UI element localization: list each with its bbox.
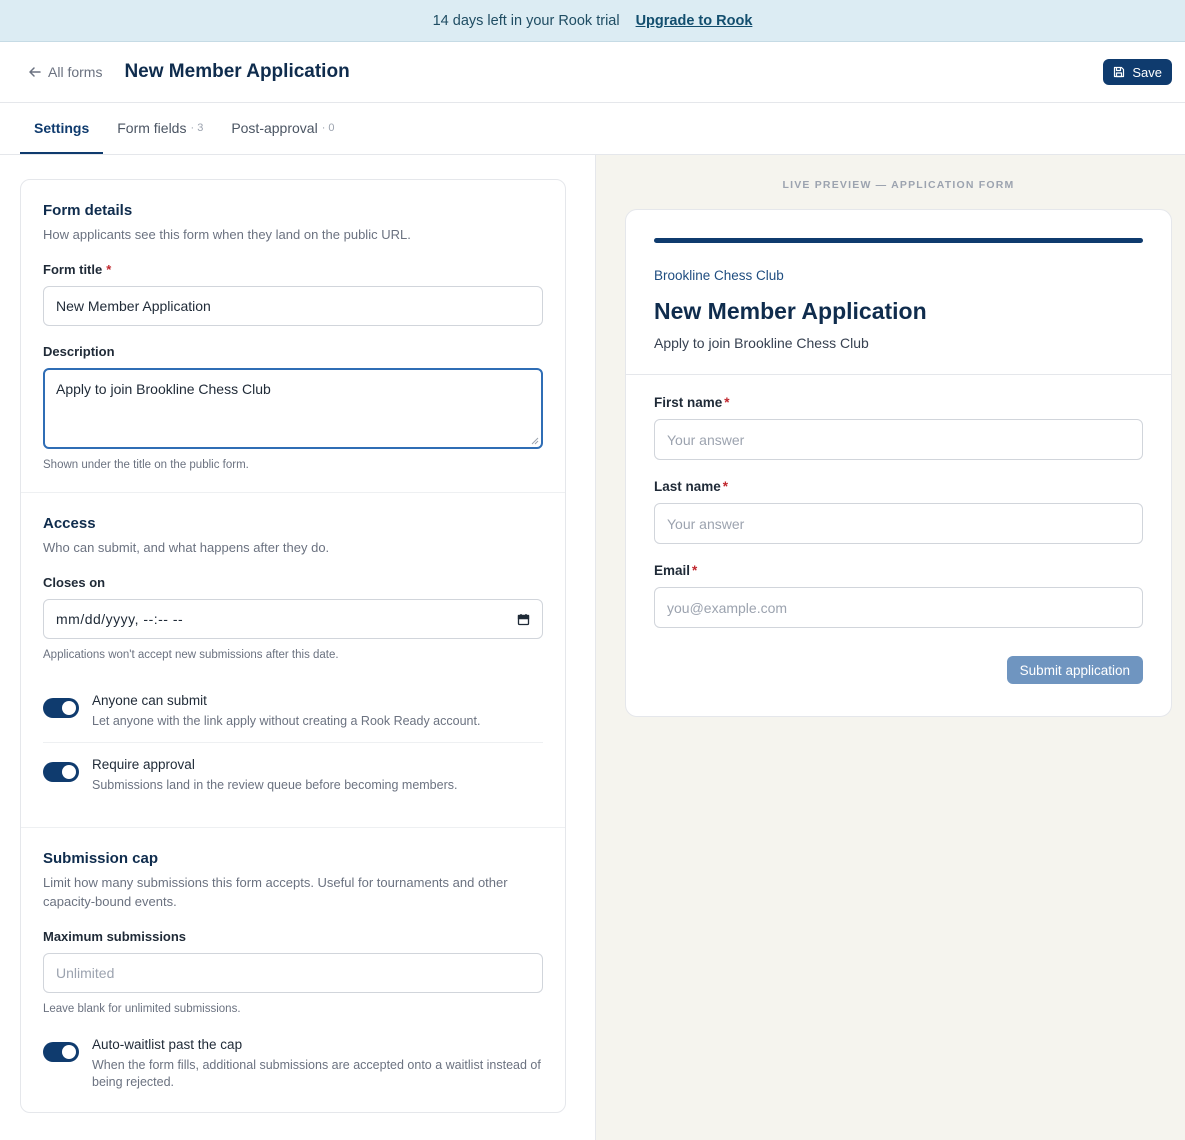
save-icon: [1113, 66, 1125, 78]
preview-body: [626, 375, 1171, 716]
description-textarea[interactable]: [43, 368, 543, 449]
form-details-title: Form details: [43, 202, 133, 219]
preview-actions: [654, 656, 1143, 684]
arrow-left-icon: [28, 65, 42, 79]
form-title-label: Form title *: [43, 262, 112, 277]
max-submissions-hint: Leave blank for unlimited submissions.: [43, 1003, 241, 1015]
calendar-icon[interactable]: [517, 613, 530, 626]
preview-field: [654, 563, 1143, 628]
submission-cap-description: Limit how many submissions this form accepts. Useful for tournaments and other capacity-bound events.: [43, 875, 508, 909]
form-title-input[interactable]: New Member Application: [43, 286, 543, 326]
preview-subtitle: Apply to join Brookline Chess Club: [654, 335, 869, 351]
closes-on-input[interactable]: [43, 599, 543, 639]
access-section: [21, 493, 565, 828]
preview-field-label: First name *: [654, 395, 730, 410]
resize-handle-icon[interactable]: [531, 437, 539, 445]
require-approval-title: Require approval: [92, 757, 195, 772]
preview-field-label: Last name *: [654, 479, 729, 494]
description-value: Apply to join Brookline Chess Club: [56, 381, 271, 397]
require-approval-row: [43, 742, 543, 806]
settings-panel: [0, 155, 596, 1140]
access-title: Access: [43, 515, 96, 532]
preview-field: [654, 479, 1143, 544]
preview-first-name-input[interactable]: Your answer: [654, 419, 1143, 460]
page-title: New Member Application: [124, 61, 350, 82]
preview-header: [626, 210, 1171, 375]
auto-waitlist-desc: When the form fills, additional submissions are accepted onto a waitlist instead of being rejected.: [92, 1058, 541, 1089]
tab-post-approval-label: Post-approval: [231, 119, 318, 136]
description-label: Description: [43, 344, 115, 359]
tab-post-approval-count: · 0: [321, 121, 335, 134]
preview-field: [654, 395, 1143, 460]
save-button-label: Save: [1132, 64, 1162, 80]
auto-waitlist-row: [43, 1037, 543, 1091]
tab-post-approval[interactable]: [217, 103, 348, 154]
max-submissions-label: Maximum submissions: [43, 929, 187, 944]
trial-banner: [0, 0, 1185, 42]
tab-bar: [0, 103, 1185, 155]
required-asterisk: *: [692, 563, 698, 578]
anyone-can-submit-toggle[interactable]: [43, 698, 79, 718]
preview-org-name: Brookline Chess Club: [654, 268, 784, 283]
tab-form-fields-label: Form fields: [117, 119, 187, 136]
closes-on-placeholder: mm/dd/yyyy, --:-- --: [56, 611, 184, 627]
preview-card: [625, 209, 1172, 717]
trial-banner-text: 14 days left in your Rook trial: [432, 12, 620, 29]
preview-field-label: Email *: [654, 563, 698, 578]
submission-cap-section: [21, 828, 565, 1112]
submit-application-button[interactable]: Submit application: [1007, 656, 1143, 684]
description-hint: Shown under the title on the public form.: [43, 459, 249, 471]
preview-title: New Member Application: [654, 298, 927, 324]
form-details-section: [21, 180, 565, 493]
tab-settings[interactable]: [20, 103, 103, 154]
max-submissions-input[interactable]: Unlimited: [43, 953, 543, 993]
require-approval-toggle[interactable]: [43, 762, 79, 782]
submission-cap-title: Submission cap: [43, 850, 159, 867]
back-link-label: All forms: [48, 64, 103, 80]
form-details-description: How applicants see this form when they land on the public URL.: [43, 227, 411, 242]
anyone-can-submit-title: Anyone can submit: [92, 693, 207, 708]
closes-on-label: Closes on: [43, 575, 106, 590]
require-approval-desc: Submissions land in the review queue before becoming members.: [92, 778, 458, 792]
anyone-can-submit-row: [43, 679, 543, 742]
auto-waitlist-toggle[interactable]: [43, 1042, 79, 1062]
preview-panel: [596, 155, 1185, 1140]
preview-caption: LIVE PREVIEW — APPLICATION FORM: [782, 179, 1015, 191]
settings-card: [20, 179, 566, 1113]
preview-last-name-input[interactable]: Your answer: [654, 503, 1143, 544]
auto-waitlist-title: Auto-waitlist past the cap: [92, 1037, 243, 1052]
preview-email-input[interactable]: you@example.com: [654, 587, 1143, 628]
page-header: [0, 42, 1185, 103]
save-button[interactable]: [1103, 59, 1172, 85]
upgrade-link[interactable]: Upgrade to Rook: [635, 12, 753, 29]
anyone-can-submit-desc: Let anyone with the link apply without creating a Rook Ready account.: [92, 714, 481, 728]
required-asterisk: *: [106, 262, 112, 277]
access-description: Who can submit, and what happens after they do.: [43, 540, 330, 555]
tab-settings-label: Settings: [34, 119, 90, 136]
tab-form-fields[interactable]: [103, 103, 217, 154]
tab-form-fields-count: · 3: [190, 121, 204, 134]
preview-accent-bar: [654, 238, 1143, 243]
required-asterisk: *: [722, 479, 729, 494]
back-link[interactable]: [28, 64, 102, 80]
closes-on-hint: Applications won't accept new submissions after this date.: [43, 649, 339, 661]
required-asterisk: *: [724, 395, 730, 410]
